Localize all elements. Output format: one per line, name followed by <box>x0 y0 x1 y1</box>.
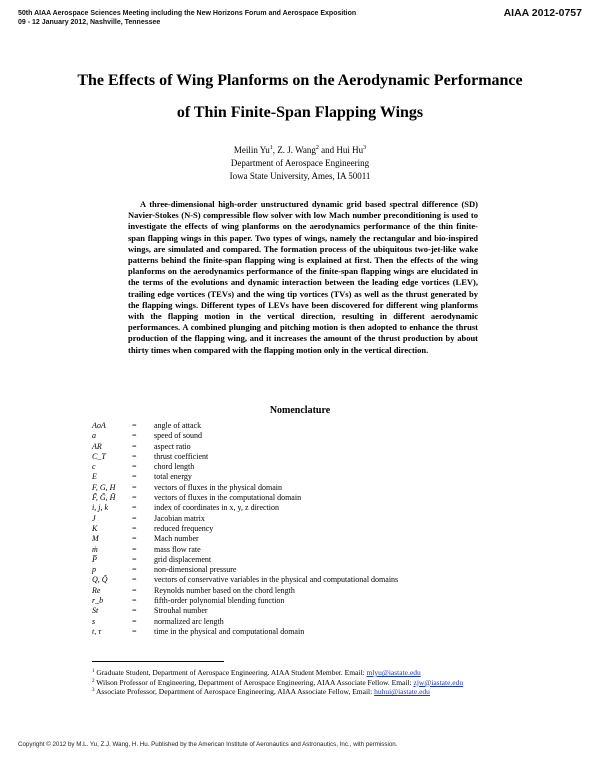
author-separator: , <box>272 145 278 155</box>
nomenclature-row <box>92 534 532 544</box>
nomenclature-equals: = <box>132 421 137 430</box>
nomenclature-symbol: AoA <box>92 421 106 430</box>
nomenclature-definition: mass flow rate <box>154 544 201 554</box>
nomenclature-symbol: p <box>92 565 96 575</box>
nomenclature-row <box>92 493 532 503</box>
nomenclature-definition: Mach number <box>154 534 199 544</box>
nomenclature-row <box>92 421 532 431</box>
nomenclature-definition: chord length <box>154 462 195 472</box>
author-department: Department of Aerospace Engineering <box>230 158 370 168</box>
nomenclature-equals: = <box>132 451 137 461</box>
nomenclature-row <box>92 452 532 462</box>
nomenclature-equals: = <box>132 544 137 554</box>
footnote-mark: 3 <box>92 688 95 694</box>
nomenclature-equals: = <box>132 575 137 585</box>
nomenclature-definition: speed of sound <box>154 431 202 441</box>
copyright-notice: Copyright © 2012 by M.L. Yu, Z.J. Wang, H. Hu. Published by the American Institute of Aeronautics and Astronautics, Inc., with permission. <box>18 741 398 748</box>
footnote-1 <box>92 668 512 678</box>
nomenclature-list <box>92 421 532 637</box>
nomenclature-equals: = <box>132 503 137 513</box>
author-separator: and <box>318 145 337 155</box>
nomenclature-symbol: St <box>92 606 99 616</box>
nomenclature-equals: = <box>132 596 137 606</box>
nomenclature-definition: vectors of fluxes in the computational domain <box>154 493 302 503</box>
footnotes <box>92 668 512 697</box>
footnote-mark: 3 <box>363 145 367 151</box>
nomenclature-symbol: i, j, k <box>92 503 108 513</box>
nomenclature-definition: reduced frequency <box>154 523 214 533</box>
author-name: Z. J. Wang <box>277 145 316 155</box>
nomenclature-equals: = <box>132 585 137 595</box>
footnote-text: Graduate Student, Department of Aerospace Engineering. AIAA Student Member. Email: <box>94 668 367 677</box>
nomenclature-definition: time in the physical and computational domain <box>154 626 305 636</box>
footnote-mark: 1 <box>92 669 95 674</box>
nomenclature-row <box>92 524 532 534</box>
nomenclature-row <box>92 575 532 585</box>
nomenclature-symbol: F, G, H <box>92 482 116 492</box>
nomenclature-symbol: K <box>92 523 98 533</box>
nomenclature-symbol: P̅ <box>92 554 97 564</box>
nomenclature-row <box>92 596 532 606</box>
nomenclature-row <box>92 431 532 441</box>
nomenclature-row <box>92 514 532 524</box>
paper-title-line1: The Effects of Wing Planforms on the Aerodynamic Performance <box>77 72 523 89</box>
nomenclature-symbol: t, τ <box>92 626 102 636</box>
author-institution: Iowa State University, Ames, IA 50011 <box>229 171 371 181</box>
nomenclature-equals: = <box>132 616 137 626</box>
nomenclature-equals: = <box>132 493 137 503</box>
nomenclature-row <box>92 565 532 575</box>
nomenclature-equals: = <box>132 606 137 616</box>
nomenclature-equals: = <box>132 472 137 482</box>
nomenclature-definition: Reynolds number based on the chord length <box>154 585 295 595</box>
nomenclature-definition: Jacobian matrix <box>154 513 205 523</box>
nomenclature-definition: normalized arc length <box>154 616 224 626</box>
author-name: Meilin Yu <box>233 145 270 155</box>
nomenclature-row <box>92 472 532 482</box>
paper-number: AIAA 2012-0757 <box>503 7 582 19</box>
nomenclature-equals: = <box>132 554 137 564</box>
abstract: A three-dimensional high-order unstructured dynamic grid based spectral difference (SD) Navier-Stokes (N-S) compressible flow solver with low Mach number preconditioning is used to investigate the effects of wing planforms on the aerodynamics performance of the thin finite-span flapping wings in this paper. Two types of wings, namely the rectangular and bio-inspired wings, are simulated and compared. The formation process of the ubiquitous two-jet-like wake patterns behind the finite-span flapping wing is explained at first. Then the effects of the wing planforms on the aerodynamics performance of the finite-span flapping wings are elucidated in the terms of the evolutions and dynamic interaction between the leading edge vortices (LEV), trailing edge vortices (TEVs) and the wing tip vortices (TVs) as well as the thrust generated by the flapping wings. Different types of LEVs have been discovered for different wing planforms with the flapping motion in the vertical direction, resulting in different aerodynamic performances. A combined plunging and pitching motion is then adopted to enhance the thrust production of the flapping wing, and it increases the amount of the thrust production by about thirty times when compared with the flapping motion only in the vertical direction. <box>128 199 478 355</box>
nomenclature-equals: = <box>132 482 137 492</box>
nomenclature-equals: = <box>132 513 137 523</box>
conference-date-location: 09 - 12 January 2012, Nashville, Tennessee <box>18 19 161 26</box>
footnote-mark: 2 <box>92 678 95 684</box>
nomenclature-symbol: ṁ <box>92 544 98 554</box>
footnote-3 <box>92 687 512 697</box>
email-link[interactable]: mlyu@iastate.edu <box>366 668 421 677</box>
footnote-mark: 2 <box>315 145 319 151</box>
nomenclature-definition: vectors of conservative variables in the physical and computational domains <box>154 575 399 585</box>
nomenclature-definition: angle of attack <box>154 421 202 430</box>
nomenclature-definition: grid displacement <box>154 554 212 564</box>
paper-title-line2: of Thin Finite-Span Flapping Wings <box>176 104 424 121</box>
author-name: Hui Hu <box>336 145 364 155</box>
nomenclature-equals: = <box>132 431 137 441</box>
nomenclature-symbol: r_b <box>92 596 104 606</box>
nomenclature-symbol: C_T <box>92 451 106 461</box>
nomenclature-row <box>92 442 532 452</box>
nomenclature-equals: = <box>132 534 137 544</box>
nomenclature-row <box>92 555 532 565</box>
nomenclature-heading: Nomenclature <box>269 405 331 416</box>
nomenclature-row <box>92 617 532 627</box>
nomenclature-definition: vectors of fluxes in the physical domain <box>154 482 282 492</box>
nomenclature-definition: non-dimensional pressure <box>154 565 237 575</box>
email-link[interactable]: huhui@iastate.edu <box>374 687 430 697</box>
nomenclature-symbol: F̃, G̃, H̃ <box>92 493 116 503</box>
nomenclature-definition: aspect ratio <box>154 441 191 451</box>
nomenclature-row <box>92 606 532 616</box>
nomenclature-definition: thrust coefficient <box>154 451 209 461</box>
nomenclature-row <box>92 627 532 637</box>
footnote-text: Associate Professor, Department of Aerospace Engineering, AIAA Associate Fellow, Email: <box>94 687 375 697</box>
nomenclature-equals: = <box>132 565 137 575</box>
nomenclature-definition: total energy <box>154 472 192 482</box>
nomenclature-row <box>92 545 532 555</box>
nomenclature-symbol: s <box>92 616 96 626</box>
nomenclature-row <box>92 462 532 472</box>
footnote-divider <box>92 661 224 662</box>
nomenclature-equals: = <box>132 462 137 472</box>
nomenclature-symbol: a <box>92 431 96 441</box>
nomenclature-symbol: J <box>92 513 96 523</box>
nomenclature-definition: fifth-order polynomial blending function <box>154 596 285 606</box>
nomenclature-definition: Strouhal number <box>154 606 208 616</box>
nomenclature-symbol: Re <box>92 585 101 595</box>
footnote-mark: 1 <box>269 145 273 151</box>
footnote-2 <box>92 678 512 688</box>
nomenclature-symbol: Q, Q̃ <box>92 575 108 585</box>
footnote-text: Wilson Professor of Engineering, Department of Aerospace Engineering, AIAA Associate Fellow. Email: <box>94 677 414 687</box>
nomenclature-row <box>92 483 532 493</box>
nomenclature-row <box>92 586 532 596</box>
email-link[interactable]: zjw@iastate.edu <box>413 677 464 687</box>
nomenclature-equals: = <box>132 626 137 636</box>
author-list <box>0 144 600 157</box>
nomenclature-symbol: M <box>92 534 99 544</box>
nomenclature-row <box>92 503 532 513</box>
nomenclature-definition: index of coordinates in x, y, z direction <box>154 503 279 513</box>
conference-header <box>18 9 356 27</box>
nomenclature-equals: = <box>132 523 137 533</box>
nomenclature-symbol: E <box>92 472 97 482</box>
nomenclature-symbol: c <box>92 462 96 472</box>
conference-name: 50th AIAA Aerospace Sciences Meeting including the New Horizons Forum and Aerospace Exposition <box>18 10 357 17</box>
nomenclature-symbol: AR <box>92 441 102 451</box>
nomenclature-equals: = <box>132 441 137 451</box>
